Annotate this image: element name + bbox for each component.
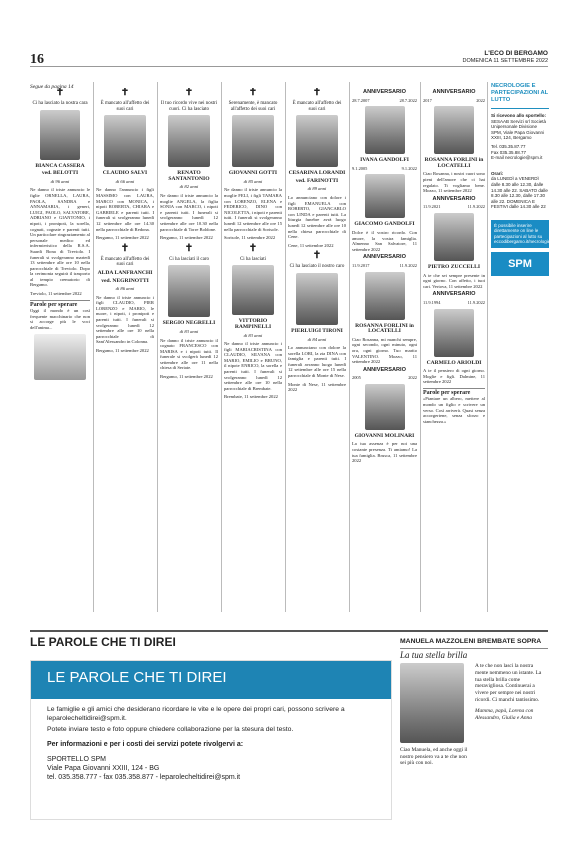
portrait-photo [434, 213, 474, 261]
anniversary-heading: ANNIVERSARIO [363, 254, 406, 261]
cross-icon: ✝ [120, 242, 130, 254]
promo-banner-title: LE PAROLE CHE TI DIREI [31, 661, 391, 699]
deceased-name: RENATO SANTANTONIO [168, 170, 210, 182]
obituary-column-5 [288, 88, 346, 623]
portrait-photo [104, 115, 146, 167]
obituary-text: Ne danno il triste annuncio i figli MARIACRISTINA con CLAUDIO, SILVANA con MARIO, EMILIO e BRUNO, il nipote ENRICO, la sorella e parenti tutti. I funerali si svolgeranno lunedì 12 settembre alle ore 10 nella parrocchiale di Brembate. [224, 341, 282, 391]
email-address[interactable]: E-mail necrologie@spm.it [491, 155, 543, 161]
anniversary-date-end: 9.1.2022 [401, 165, 417, 171]
obituary-intro: È mancato all'affetto dei suoi cari [292, 101, 342, 112]
cross-icon: ✝ [312, 88, 322, 98]
obituary-text: Ne danno il triste annuncio la moglie FELI, i figli TAMARA con LORENZO, ELENA e FEDERICO, DINO con NICOLETTA, i nipoti e parenti tutti. I funerali si svolgeranno lunedì 12 settembre alle ore 15 nella parrocchiale di Sorisole. [224, 187, 282, 232]
obituary-column-2 [96, 88, 154, 623]
memorial-signature: Mamma, papà, Lorena con Alessandro, Giulia e Anna [475, 707, 534, 721]
hope-box-text: Oggi il mondo è un così frequente macchinario che non si accorge più le voci dell'anima... [30, 308, 90, 331]
anniversary-date-start: 2005 [352, 375, 361, 381]
cross-icon: ✝ [248, 242, 258, 254]
hours-title: Orari: [491, 170, 504, 176]
office-address: Viale Papa Giovanni XXIII, 124 - BG [47, 765, 160, 772]
obituary-footer: Bergamo, 11 settembre 2022 [96, 235, 149, 241]
phone-number: Tel. 035.35.87.77 [491, 143, 526, 149]
continued-note: Segue da pagina 14 [30, 84, 74, 90]
memorial-article [400, 638, 548, 767]
obituary-text: Ne danno il triste annuncio la moglie ANGELA, la figlia SONIA con MARCO, i nipoti e parenti tutti. I funerali si svolgeranno lunedì 12 settembre alle ore 10.30 nella parrocchiale di Torre Boldone. [160, 192, 218, 232]
anniversary-text: Dolce è il vostro ricordo. Con amore, la vostra famiglia. Almenno San Salvatore, 11 settembre 2022 [352, 229, 417, 252]
obituary-footer: Bergamo, 11 settembre 2022 [160, 374, 213, 380]
portrait-photo [232, 115, 274, 167]
anniversary-name: CARMELO ARIOLDI [426, 359, 482, 366]
portrait-photo [365, 106, 405, 154]
deceased-widow-name: ved. BELOTTI [41, 170, 79, 177]
portrait-photo [434, 106, 474, 154]
obituary-footer: Bergamo, 11 settembre 2022 [160, 235, 213, 241]
obituary-text: Lo annunciano con dolore i figli EMANUELA con ROBERTO, GIANCARLO con LINDA e parenti tutti. La liturgia funebre avrà luogo lunedì 12 settembre alle ore 10 nella chiesa parrocchiale di Cene. [288, 194, 346, 240]
portrait-photo [400, 663, 464, 743]
deceased-name: CESARINA LORANDI [288, 170, 346, 177]
hope-box-text: «Piantare un albero, mettere al mondo un figlio e scrivere un verso. Così arriverà. Quasi senza accorgertene, senza sforzo e stanchezza.» [423, 396, 485, 424]
anniversary-date-start: 28.7.2007 [352, 97, 370, 103]
anniversary-date-end: 11.9.2022 [467, 299, 485, 305]
deceased-age: di 85 anni [243, 178, 263, 184]
deceased-age: di 66 anni [115, 178, 135, 184]
fax-number: Fax 035.35.88.77 [491, 149, 527, 155]
section-rule [30, 630, 548, 632]
obituary-text: Lo annunciano con dolore la sorella LORI, la zia DINA con famiglia e parenti tutti. I funerali avranno luogo lunedì 12 settembre alle ore 15 nella parrocchiale di Monte di Nese. [288, 345, 346, 379]
anniversary-text: A te che sei sempre presente in ogni giorno. Con affetto, i tuoi cari. Vertova, 11 settembre 2022 [423, 272, 485, 289]
anniversary-date-start: 11.9.1994 [423, 299, 441, 305]
obituary-text: Ne danno il triste annuncio il cognato FRANCESCO con MARISA e i nipoti tutti. Il funerale si svolgerà lunedì 12 settembre alle ore 11 nella chiesa di Seriate. [160, 337, 218, 371]
deceased-widow-name: ved. NEGRINOTTI [101, 277, 149, 284]
cross-icon: ✝ [184, 88, 194, 98]
obituary-intro: Ci ha lasciati il caro [169, 256, 209, 262]
cross-icon: ✝ [248, 88, 258, 98]
sidebar-heading: NECROLOGIE E PARTECIPAZIONI AL LUTTO [491, 83, 549, 103]
masthead-date: DOMENICA 11 SETTEMBRE 2022 [462, 58, 548, 64]
promo-text-1: Le famiglie e gli amici che desiderano ricordare le vite e le opere dei propri cari, possono scrivere a leparolecheltidirei@spm.it. [47, 706, 345, 722]
portrait-photo [168, 265, 210, 317]
masthead [463, 50, 548, 65]
anniversary-name: ROSANNA FORLINI in LOCATELLI [424, 157, 484, 169]
anniversary-name: GIACOMO GANDOLFI [354, 221, 415, 228]
obituary-column-4 [224, 88, 282, 623]
obituary-intro: Il tuo ricordo vive nei nostri cuori. Ci ha lasciato [160, 101, 218, 112]
obituary-text: Ne danno il triste annuncio le figlie ORNELLA, LAURA, PAOLA, SANDRA e ANNAMARIA, i generi, LUIGI, PAOLO, SALVATORE, ADRIANO e GIANTONIO, i nipoti, i pronipoti, la sorella, cognati, cognate e parenti tutti. Un particolare ringraziamento al personale medico ed infermieristico della R.S.A. Suardi Bona di Treviolo. I funerali si svolgeranno martedì 13 settembre alle ore 10 nella parrocchiale di Treviolo. Dopo la cerimonia seguirà il trasporto al tempio crematorio di Bergamo. [30, 187, 90, 288]
obituary-footer: Bergamo, 11 settembre 2022 [96, 348, 149, 354]
anniversary-column-2 [423, 88, 485, 623]
cross-icon: ✝ [312, 250, 322, 262]
obituary-column-1 [30, 88, 90, 623]
obituary-intro: Ci ha lasciato il nostro caro [289, 264, 345, 270]
anniversary-name: PIETRO ZUCCELLI [427, 263, 481, 270]
cross-icon: ✝ [184, 242, 194, 254]
anniversary-date-end: 2022 [476, 97, 485, 103]
deceased-age: di 83 anni [179, 328, 199, 334]
anniversary-heading: ANNIVERSARIO [432, 195, 476, 202]
cross-icon: ✝ [55, 88, 65, 98]
spm-logo: SPM [491, 252, 549, 276]
masthead-title: L'ECO DI BERGAMO [484, 50, 548, 57]
anniversary-date-end: 28.7.2022 [399, 97, 417, 103]
anniversary-date-start: 2017 [423, 97, 432, 103]
hope-box-title: Parole per sperare [423, 388, 485, 397]
promo-banner [30, 660, 392, 820]
anniversary-name: GIOVANNI MOLINARI [354, 432, 415, 439]
office-phones: tel. 035.358.777 - fax 035.358.877 - leparolecheltidirei@spm.it [47, 774, 241, 781]
deceased-name: SERGIO NEGRELLI [162, 320, 216, 327]
portrait-photo [434, 309, 474, 357]
office-name: SPORTELLO SPM [47, 756, 107, 763]
anniversary-heading: ANNIVERSARIO [432, 291, 476, 298]
column-divider [487, 82, 488, 612]
memorial-header: MANUELA MAZZOLENI BREMBATE SOPRA [400, 638, 542, 645]
deceased-name: VITTORIO RAMPINELLI [234, 318, 272, 330]
portrait-photo [296, 273, 338, 325]
anniversary-date-end: 2022 [408, 375, 417, 381]
deceased-age: di 86 anni [115, 286, 135, 292]
top-rule [30, 66, 548, 67]
anniversary-heading: ANNIVERSARIO [363, 366, 406, 373]
reception-title: Si ricevono allo sportello: [491, 113, 547, 118]
deceased-name: GIOVANNI GOTTI [228, 170, 278, 177]
memorial-text: A te che non lasci la nostra mente nemmeno un istante. La tua stella brilla come meravigliosa. Continuerai a vivere per sempre nei nostri ricordi. Ci manchi tantissimo. [475, 663, 542, 703]
anniversary-date-start: 9.1.2005 [352, 165, 368, 171]
deceased-name: BIANCA CASSERA [35, 162, 85, 169]
portrait-photo [365, 272, 405, 320]
obituary-intro: Ci ha lasciati [239, 256, 267, 262]
deceased-age: di 82 anni [179, 184, 199, 190]
hours-text: da LUNEDÌ a VENERDÌ dalle 8.30 alle 12.30, dalle 14.30 alle 22. SABATO dalle 8.30 alle 12.30, dalle 17.30 alle 22. DOMENICA E FESTIVI dalle 14.30 alle 22 [491, 176, 548, 210]
anniversary-text: A te il pensiero di ogni giorno. Moglie e figli. Dalmine, 11 settembre 2022 [423, 368, 485, 385]
portrait-photo [40, 110, 80, 160]
portrait-photo [296, 115, 338, 167]
anniversary-text: Ciao Rosanna, i nostri cuori sono pieni dell'amore che ci hai regalato. Ti vogliamo bene. Mozzo, 11 settembre 2022 [423, 171, 485, 194]
deceased-name: ALDA LANFRANCHI [97, 269, 153, 276]
deceased-widow-name: ved. FARINOTTI [295, 177, 339, 184]
memorial-caption: Ciao Manuela, ed anche oggi il nostro pensiero va a te che non sei più con noi. [400, 747, 468, 766]
deceased-name: PIERLUIGI TIRONI [291, 327, 343, 334]
anniversary-heading: ANNIVERSARIO [363, 89, 406, 95]
contacts-title: Per informazioni e per i costi dei servizi potete rivolgervi a: [47, 741, 244, 748]
anniversary-date-end: 11.9.2022 [467, 204, 485, 210]
column-divider [285, 82, 286, 612]
portrait-photo [365, 174, 405, 218]
portrait-photo [232, 265, 274, 315]
anniversary-text: Ciao Rosanna, mi manchi sempre, ogni secondo, ogni minuto, ogni ora, ogni giorno. Tuo marito VALENTINO. Mozzo, 11 settembre 2022 [352, 336, 417, 365]
reception-address: SESAAB Servizi srl Società Unipersonale Divisione SPM, Viale Papa Giovanni XXIII, 124, Bergamo [491, 118, 547, 141]
portrait-photo [365, 384, 405, 430]
anniversary-heading: ANNIVERSARIO [432, 89, 476, 95]
obituary-intro: Ci ha lasciato la nostra cara [32, 101, 88, 106]
online-banner[interactable]: È possibile inserire direttamente on line le partecipazioni al lutto su eccodibergamo.it/necrologie [491, 220, 549, 248]
obituary-footer: Brembate, 11 settembre 2022 [224, 394, 278, 400]
anniversary-date-end: 11.9.2022 [399, 262, 417, 268]
deceased-name: CLAUDIO SALVI [102, 170, 148, 177]
hope-box-title: Parole per sperare [30, 300, 90, 309]
obituary-footer: Sorisole, 11 settembre 2022 [224, 235, 276, 241]
column-divider [157, 82, 158, 612]
illustration-image [34, 334, 86, 380]
info-sidebar [491, 83, 549, 276]
portrait-photo [168, 115, 210, 167]
obituary-footer: Treviolo, 11 settembre 2022 [30, 291, 82, 297]
column-divider [420, 82, 421, 612]
page-number: 16 [30, 52, 44, 67]
obituary-intro: Serenamente, è mancato all'affetto dei suoi cari [228, 101, 278, 112]
anniversary-text: La tua assenza è per noi una costante presenza. Ti amiamo! La tua famiglia. Brusca, 11 settembre 2022 [352, 441, 417, 464]
column-divider [221, 82, 222, 612]
obituary-intro: È mancato all'affetto dei suoi cari [100, 256, 150, 268]
obituary-intro: È mancato all'affetto dei suoi cari [100, 101, 150, 112]
anniversary-date-start: 11.9.2017 [352, 262, 370, 268]
deceased-age: di 83 anni [243, 332, 263, 338]
column-divider [93, 82, 94, 612]
anniversary-column-1 [352, 88, 417, 623]
column-divider [349, 82, 350, 612]
deceased-age: di 84 anni [307, 336, 327, 342]
obituary-text: Ne danno l'annuncio i figli MASSIMO con LAURA, MARCO con MONICA, i nipoti ROBERTA, CHIARA e GABRIELE e parenti tutti. I funerali si svolgeranno lunedì 12 settembre alle ore 14.30 nella parrocchiale di Redona. [96, 187, 154, 232]
cross-icon: ✝ [120, 88, 130, 98]
obituary-text: Ne danno il triste annuncio i figli CLAUDIO, PIER LORENZO e MARIO, le nuore, i nipoti, i pronipoti e parenti tutti. I funerali si svolgeranno lunedì 12 settembre alle ore 10 nella parrocchiale di Sant'Alessandro in Colonna. [96, 294, 154, 345]
memorial-title: La tua stella brilla [400, 650, 468, 660]
anniversary-name: IVANA GANDOLFI [360, 157, 409, 164]
deceased-age: di 96 anni [50, 178, 70, 184]
promo-text-2: Potete inviare testo e foto oppure chiedere collaborazione per la stesura del testo. [47, 726, 294, 733]
section-title: LE PAROLE CHE TI DIREI [30, 635, 176, 649]
obituary-footer: Cene, 11 settembre 2022 [288, 242, 334, 248]
deceased-age: di 89 anni [307, 186, 327, 192]
obituary-column-3 [160, 88, 218, 623]
anniversary-name: ROSANNA FORLINI in LOCATELLI [355, 322, 414, 335]
obituary-footer: Monte di Nese, 11 settembre 2022 [288, 381, 346, 393]
anniversary-date-start: 11.9.2021 [423, 204, 441, 210]
